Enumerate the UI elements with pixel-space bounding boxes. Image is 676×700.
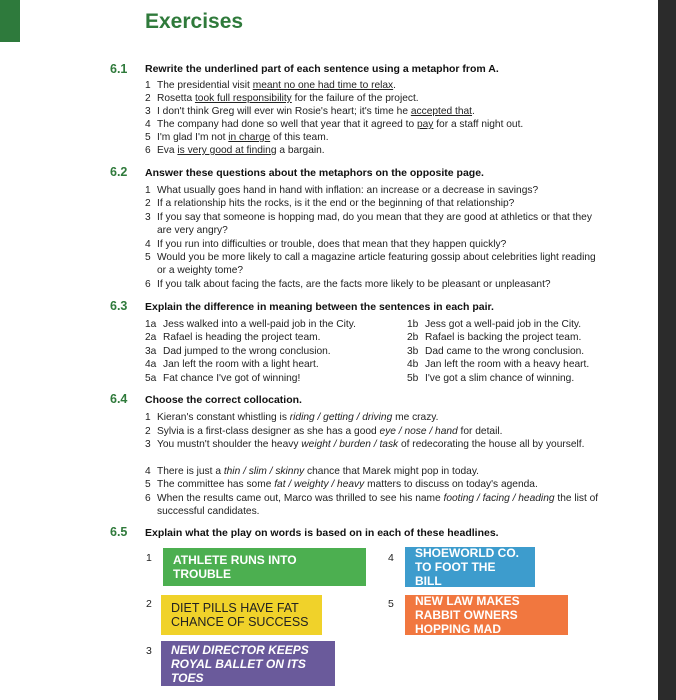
underlined-text: is very good at finding bbox=[177, 145, 277, 156]
item-text: Jan left the room with a heavy heart. bbox=[425, 359, 590, 370]
item-number: 6 bbox=[145, 493, 151, 504]
item-number: 2b bbox=[407, 332, 419, 343]
collocation-options: eye / nose / hand bbox=[379, 426, 458, 437]
section-number-6-1: 6.1 bbox=[110, 62, 128, 76]
item-text: . bbox=[393, 80, 396, 91]
item-number: 5 bbox=[145, 132, 151, 143]
item-number: 2 bbox=[145, 198, 151, 209]
pair-right bbox=[407, 372, 574, 385]
headline-3: NEW DIRECTOR KEEPS ROYAL BALLET ON ITS TOES bbox=[161, 641, 335, 686]
section-number-6-2: 6.2 bbox=[110, 165, 128, 179]
item-number: 2a bbox=[145, 332, 157, 343]
pair-left bbox=[145, 358, 319, 371]
pair-left bbox=[145, 331, 320, 344]
item-number: 3 bbox=[145, 212, 151, 223]
item-text: When the results came out, Marco was thrilled to see his name bbox=[157, 493, 444, 504]
list-item bbox=[145, 197, 514, 210]
chapter-tab bbox=[0, 0, 20, 42]
collocation-options: footing / facing / heading bbox=[443, 493, 555, 504]
item-number: 6 bbox=[145, 145, 151, 156]
item-number: 5 bbox=[145, 479, 151, 490]
list-item bbox=[145, 211, 607, 238]
item-text: of redecorating the house all by yourself. bbox=[398, 439, 585, 450]
item-text: Rafael is backing the project team. bbox=[425, 332, 582, 343]
item-text: Eva bbox=[157, 145, 178, 156]
item-text: of this team. bbox=[270, 132, 329, 143]
list-item bbox=[145, 92, 419, 105]
item-number: 2 bbox=[145, 426, 151, 437]
item-text: What usually goes hand in hand with inflation: an increase or a decrease in savings? bbox=[157, 185, 539, 196]
pair-left bbox=[145, 318, 356, 331]
item-text: me crazy. bbox=[392, 412, 439, 423]
item-number: 3 bbox=[145, 439, 151, 450]
item-text: Dad jumped to the wrong conclusion. bbox=[163, 346, 331, 357]
headline-1: ATHLETE RUNS INTO TROUBLE bbox=[163, 548, 366, 586]
item-number: 2 bbox=[145, 93, 151, 104]
list-item bbox=[145, 438, 587, 451]
item-text: I've got a slim chance of winning. bbox=[425, 373, 575, 384]
item-text: matters to discuss on today's agenda. bbox=[364, 479, 538, 490]
item-text: Dad came to the wrong conclusion. bbox=[425, 346, 585, 357]
page-title: Exercises bbox=[145, 10, 244, 33]
item-text: the list of successful candidates. bbox=[157, 493, 599, 518]
section-heading-6-1: Rewrite the underlined part of each sentence using a metaphor from A. bbox=[145, 63, 499, 75]
pair-left bbox=[145, 345, 331, 358]
item-number: 3 bbox=[145, 106, 151, 117]
item-text: If a relationship hits the rocks, is it the end or the beginning of that relationship? bbox=[157, 198, 515, 209]
list-item bbox=[145, 492, 609, 519]
pair-right bbox=[407, 331, 581, 344]
underlined-text: accepted that bbox=[410, 106, 473, 117]
list-item bbox=[145, 411, 438, 424]
item-text: Would you be more likely to call a magazine article featuring gossip about celebrities light reading or a weighty tome? bbox=[157, 252, 596, 277]
collocation-options: fat / weighty / heavy bbox=[274, 479, 365, 490]
item-number: 5b bbox=[407, 373, 419, 384]
item-number: 4 bbox=[145, 119, 151, 130]
list-item bbox=[145, 144, 325, 157]
list-item bbox=[145, 79, 396, 92]
item-text: Jess walked into a well-paid job in the City. bbox=[163, 319, 356, 330]
item-text: Jan left the room with a light heart. bbox=[163, 359, 319, 370]
list-item bbox=[145, 131, 329, 144]
item-text: I'm glad I'm not bbox=[157, 132, 229, 143]
list-item bbox=[145, 251, 597, 278]
headline-4: SHOEWORLD CO. TO FOOT THE BILL bbox=[405, 547, 535, 587]
item-number: 1 bbox=[145, 185, 151, 196]
item-text: If you talk about facing the facts, are the facts more likely to be pleasant or unpleasant? bbox=[157, 279, 551, 290]
section-heading-6-4: Choose the correct collocation. bbox=[145, 394, 302, 406]
headline-number: 2 bbox=[146, 598, 152, 610]
collocation-options: weight / burden / task bbox=[301, 439, 399, 450]
pair-right bbox=[407, 318, 581, 331]
underlined-text: meant no one had time to relax bbox=[252, 80, 394, 91]
collocation-options: riding / getting / driving bbox=[289, 412, 393, 423]
list-item bbox=[145, 238, 506, 251]
pair-right bbox=[407, 358, 589, 371]
item-number: 4 bbox=[145, 239, 151, 250]
item-text: for a staff night out. bbox=[433, 119, 524, 130]
headline-number: 3 bbox=[146, 645, 152, 657]
list-item bbox=[145, 105, 475, 118]
item-number: 1a bbox=[145, 319, 157, 330]
item-text: Fat chance I've got of winning! bbox=[163, 373, 301, 384]
item-text: The company had done so well that year that it agreed to bbox=[157, 119, 417, 130]
item-text: Jess got a well-paid job in the City. bbox=[425, 319, 582, 330]
item-number: 3a bbox=[145, 346, 157, 357]
headline-number: 4 bbox=[388, 552, 394, 564]
collocation-options: thin / slim / skinny bbox=[223, 466, 305, 477]
list-item bbox=[145, 425, 502, 438]
item-text: You mustn't shoulder the heavy bbox=[157, 439, 302, 450]
item-text: a bargain. bbox=[276, 145, 325, 156]
item-text: Kieran's constant whistling is bbox=[157, 412, 290, 423]
section-heading-6-2: Answer these questions about the metaphors on the opposite page. bbox=[145, 167, 484, 179]
underlined-text: in charge bbox=[228, 132, 271, 143]
section-number-6-4: 6.4 bbox=[110, 392, 128, 406]
section-heading-6-5: Explain what the play on words is based on in each of these headlines. bbox=[145, 527, 499, 539]
item-number: 1 bbox=[145, 412, 151, 423]
section-heading-6-3: Explain the difference in meaning between the sentences in each pair. bbox=[145, 301, 494, 313]
item-number: 5 bbox=[145, 252, 151, 263]
section-number-6-5: 6.5 bbox=[110, 525, 128, 539]
item-text: If you run into difficulties or trouble, does that mean that they happen quickly? bbox=[157, 239, 507, 250]
item-number: 5a bbox=[145, 373, 157, 384]
list-item bbox=[145, 278, 551, 291]
item-text: If you say that someone is hopping mad, do you mean that they are good at athletics or that they are very angry? bbox=[157, 212, 592, 237]
headline-number: 5 bbox=[388, 598, 394, 610]
item-number: 6 bbox=[145, 279, 151, 290]
pair-left bbox=[145, 372, 300, 385]
page-edge bbox=[658, 0, 676, 700]
list-item bbox=[145, 465, 479, 478]
item-number: 4b bbox=[407, 359, 419, 370]
list-item bbox=[145, 478, 538, 491]
item-text: There is just a bbox=[157, 466, 224, 477]
list-item bbox=[145, 118, 523, 131]
pair-right bbox=[407, 345, 584, 358]
section-number-6-3: 6.3 bbox=[110, 299, 128, 313]
item-text: Sylvia is a first-class designer as she has a good bbox=[157, 426, 380, 437]
item-number: 1 bbox=[145, 80, 151, 91]
underlined-text: took full responsibility bbox=[194, 93, 292, 104]
item-text: The presidential visit bbox=[157, 80, 253, 91]
item-text: Rafael is heading the project team. bbox=[163, 332, 321, 343]
item-number: 4a bbox=[145, 359, 157, 370]
headline-5: NEW LAW MAKES RABBIT OWNERS HOPPING MAD bbox=[405, 595, 568, 635]
headline-2: DIET PILLS HAVE FAT CHANCE OF SUCCESS bbox=[161, 595, 322, 635]
headline-number: 1 bbox=[146, 552, 152, 564]
item-text: I don't think Greg will ever win Rosie's heart; it's time he bbox=[157, 106, 411, 117]
item-text: chance that Marek might pop in today. bbox=[304, 466, 480, 477]
item-text: Rosetta bbox=[157, 93, 195, 104]
underlined-text: pay bbox=[416, 119, 434, 130]
item-text: . bbox=[472, 106, 475, 117]
item-number: 3b bbox=[407, 346, 419, 357]
list-item bbox=[145, 184, 538, 197]
item-text: for detail. bbox=[457, 426, 503, 437]
item-text: The committee has some bbox=[157, 479, 275, 490]
item-number: 1b bbox=[407, 319, 419, 330]
item-text: for the failure of the project. bbox=[291, 93, 419, 104]
item-number: 4 bbox=[145, 466, 151, 477]
